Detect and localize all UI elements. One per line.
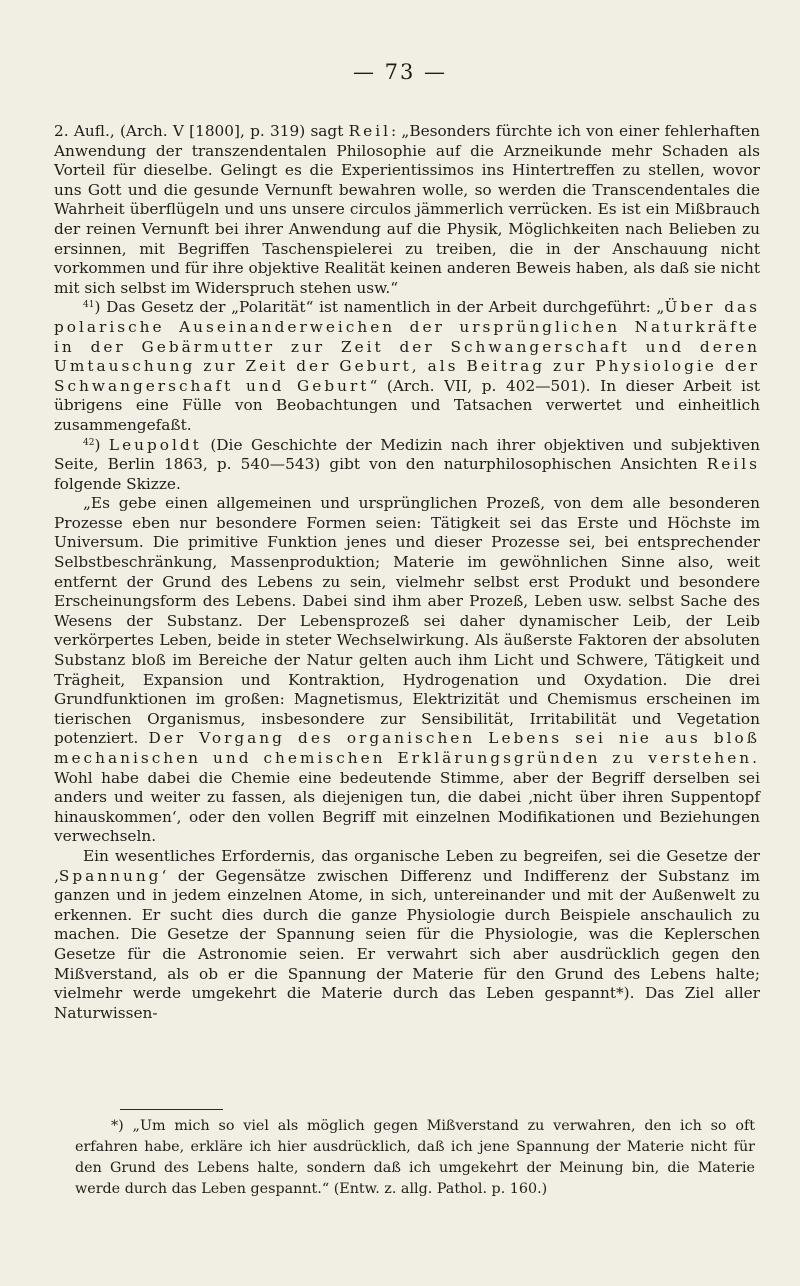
main-text xyxy=(54,122,760,1023)
note-42: $^{42}$) Leupoldt (Die Geschichte der Medizin nach ihrer objektiven und subjektiven Seite, Berlin 1863, p. 540—543) gibt von den naturphilosophischen Ansichten Reils folgende Skizze. xyxy=(54,435,760,493)
work-title: Über das polarische Auseinanderweichen der ursprünglichen Naturkräfte in der Gebärmutter zur Zeit der Schwangerschaft und deren Umtauschung zur Zeit der Geburt, als Beitrag zur Physiologie der Schwangerschaft und Geburt xyxy=(54,298,760,395)
author-name: Reil xyxy=(348,122,391,140)
author-name: Leupoldt xyxy=(108,435,202,454)
emphasized-text: Der Vorgang des organischen Lebens sei nie aus bloß mechanischen und chemischen Erklärungsgründen zu verstehen. xyxy=(54,729,760,767)
note-41: $^{41}$) Das Gesetz der „Polarität“ ist namentlich in der Arbeit durchgeführt: „Über das polarische Auseinanderweichen der ursprünglichen Naturkräfte in der Gebärmutter zur Zeit der Schwangerschaft und deren Umtauschung zur Zeit der Geburt, als Beitrag zur Physiologie der Schwangerschaft und Geburt“ (Arch. VII, p. 402—501). In dieser Arbeit ist übrigens eine Fülle von Beobachtungen und Tatsachen verwertet und einheitlich zusammengefaßt. xyxy=(54,298,760,434)
footnote-divider xyxy=(120,1109,223,1110)
note-marker: 42 xyxy=(83,437,95,448)
footnote xyxy=(75,1116,755,1200)
footnote-text: *) „Um mich so viel als möglich gegen Mißverstand zu verwahren, den ich so oft erfahren habe, erkläre ich hier ausdrücklich, daß ich jene Spannung der Materie nicht für den Grund des Lebens halte, sondern daß ich umgekehrt der Meinung bin, die Materie werde durch das Leben gespannt.“ (Entw. z. allg. Pathol. p. 160.) xyxy=(75,1118,755,1197)
emphasized-text: Spannung xyxy=(58,866,162,885)
page-number: — 73 — xyxy=(352,60,448,84)
quote-paragraph-1: „Es gebe einen allgemeinen und ursprünglichen Prozeß, von dem alle besonderen Prozesse eben nur besondere Formen seien: Tätigkeit sei das Erste und Höchste im Universum. Die primitive Funktion jenes und dieser Prozesse sei, bei entsprechender Selbstbeschränkung, Massenproduktion; Materie im gewöhnlichen Sinne also, weit entfernt der Grund des Lebens zu sein, vielmehr selbst erst Produkt und besondere Erscheinungsform des Lebens. Dabei sind ihm aber Prozeß, Leben usw. selbst Sache des Wesens der Substanz. Der Lebensprozeß sei daher dynamischer Leib, der Leib verkörpertes Leben, beide in steter Wechselwirkung. Als äußerste Faktoren der absoluten Substanz bloß im Bereiche der Natur gelten auch ihm Licht und Schwere, Tätigkeit und Trägheit, Expansion und Kontraktion, Hydrogenation und Oxydation. Die drei Grundfunktionen im großen: Magnetismus, Elektrizität und Chemismus erscheinen im tierischen Organismus, insbesondere zur Sensibilität, Irritabilität und Vegetation potenziert. Der Vorgang des organischen Lebens sei nie aus bloß mechanischen und chemischen Erklärungsgründen zu verstehen. Wohl habe dabei die Chemie eine bedeutende Stimme, aber der Begriff derselben sei anders und weiter zu fassen, als diejenigen tun, die dabei ‚nicht über ihren Suppentopf hinauskommen‘, oder den vollen Begriff mit einzelnen Modifikationen und Beziehungen verwechseln. xyxy=(54,494,760,846)
quote-paragraph-2: Ein wesentliches Erfordernis, das organische Leben zu begreifen, sei die Gesetze der ‚Spannung‘ der Gegensätze zwischen Differenz und Indifferenz der Substanz im ganzen und in jedem einzelnen Atome, in sich, untereinander und mit der Außenwelt zu erkennen. Er sucht dies durch die ganze Physiologie durch Beispiele anschaulich zu machen. Die Gesetze der Spannung seien für die Physiologie, was die Keplerschen Gesetze für die Astronomie seien. Er verwahrt sich aber ausdrücklich gegen den Mißverstand, als ob er die Spannung der Materie für den Grund des Lebens halte; vielmehr werde umgekehrt die Materie durch das Leben gespannt*). Das Ziel aller Naturwissen- xyxy=(54,846,760,1022)
author-name: Reils xyxy=(706,455,760,474)
paragraph-reil-quote: 2. Aufl., (Arch. V [1800], p. 319) sagt Reil: „Besonders fürchte ich von einer fehlerhaften Anwendung der transzendentalen Philosophie auf die Arzneikunde mehr Schaden als Vorteil für dieselbe. Gelingt es die Experientissimos ins Hintertreffen zu stellen, wovor uns Gott und die gesunde Vernunft bewahren wolle, so werden die Transcendentales die Wahrheit überflügeln und uns unsere circulos jämmerlich verrücken. Es ist ein Mißbrauch der reinen Vernunft bei ihrer Anwendung auf die Physik, Möglichkeiten nach Belieben zu ersinnen, mit Begriffen Taschenspielerei zu treiben, die in der Anschauung nicht vorkommen und für ihre objektive Realität keinen anderen Beweis haben, als daß sie nicht mit sich selbst im Widerspruch stehen usw.“ xyxy=(54,122,760,297)
note-marker: 41 xyxy=(83,300,95,311)
